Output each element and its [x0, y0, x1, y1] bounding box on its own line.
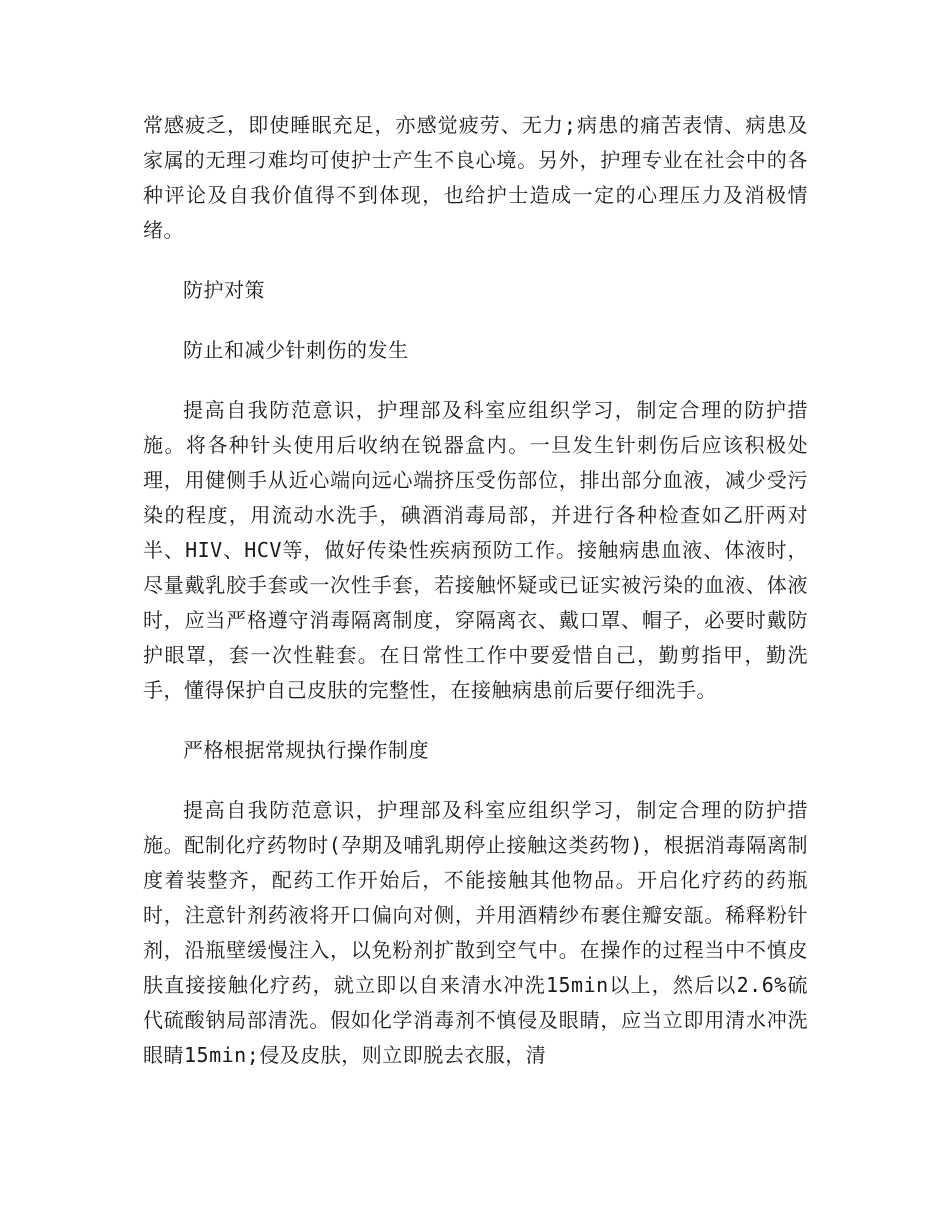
subsection-heading-needlestick-prevention: 防止和减少针刺伤的发生	[183, 338, 409, 362]
subsection-heading-operation-rules: 严格根据常规执行操作制度	[183, 738, 429, 762]
paragraph-operation-rules: 提高自我防范意识，护理部及科室应组织学习，制定合理的防护措施。配制化疗药物时(孕期及哺乳期停止接触这类药物)，根据消毒隔离制度着装整齐，配药工作开始后，不能接触其他物品。开启化疗药的药瓶时，注意针剂药液将开口偏向对侧，并用酒精纱布裹住瓣安瓿。稀释粉针剂，沿瓶壁缓慢注入，以免粉剂扩散到空气中。在操作的过程当中不慎皮肤直接接触化疗药，就立即以自来清水冲洗15min以上，然后以2.6%硫代硫酸钠局部清洗。假如化学消毒剂不慎侵及眼睛，应当立即用清水冲洗眼睛15min;侵及皮肤，则立即脱去衣服，清	[143, 798, 808, 1067]
document-body	[143, 108, 808, 1098]
section-heading-protection-measures: 防护对策	[183, 278, 265, 302]
paragraph-continuation: 常感疲乏，即使睡眠充足，亦感觉疲劳、无力;病患的痛苦表情、病患及家属的无理刁难均可使护士产生不良心境。另外，护理专业在社会中的各种评论及自我价值得不到体现，也给护士造成一定的心理压力及消极情绪。	[143, 113, 808, 242]
paragraph-needlestick-prevention: 提高自我防范意识，护理部及科室应组织学习，制定合理的防护措施。将各种针头使用后收纳在锐器盒内。一旦发生针刺伤后应该积极处理，用健侧手从近心端向远心端挤压受伤部位，排出部分血液，减少受污染的程度，用流动水洗手，碘酒消毒局部，并进行各种检查如乙肝两对半、HIV、HCV等，做好传染性疾病预防工作。接触病患血液、体液时，尽量戴乳胶手套或一次性手套，若接触怀疑或已证实被污染的血液、体液时，应当严格遵守消毒隔离制度，穿隔离衣、戴口罩、帽子，必要时戴防护眼罩，套一次性鞋套。在日常性工作中要爱惜自己，勤剪指甲，勤洗手，懂得保护自己皮肤的完整性，在接触病患前后要仔细洗手。	[143, 398, 808, 702]
